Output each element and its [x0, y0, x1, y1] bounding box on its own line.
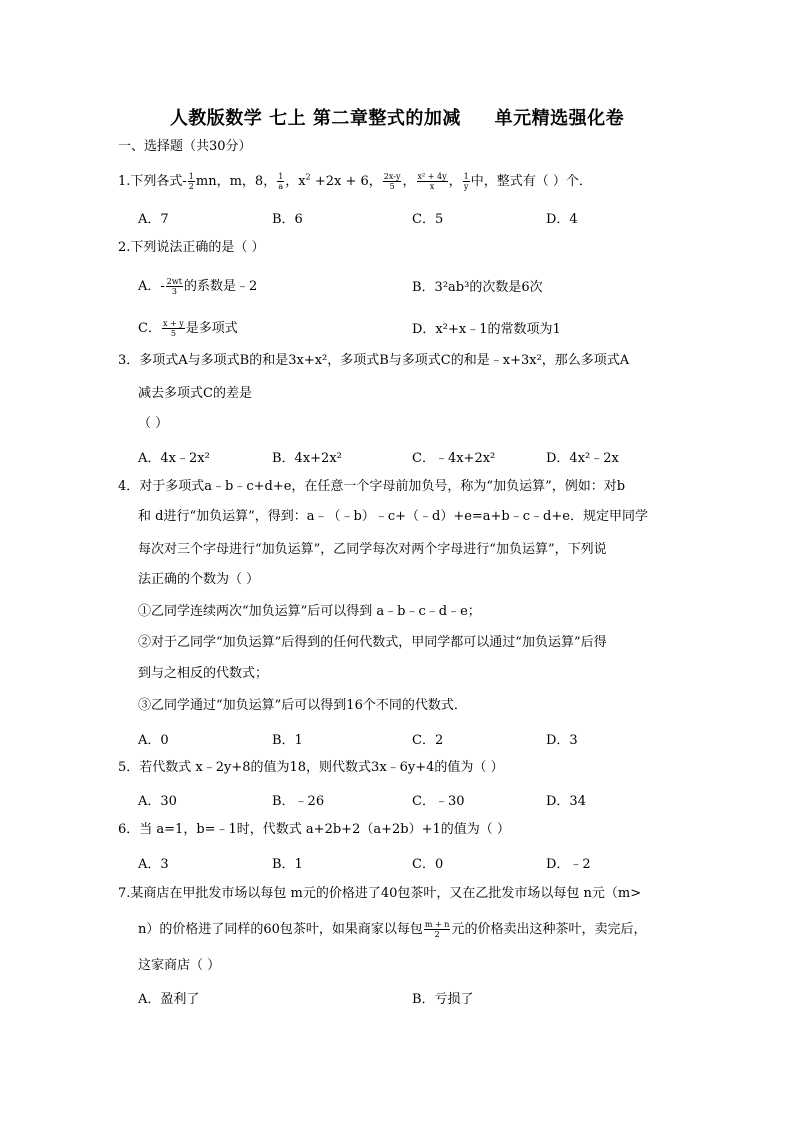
question-7-stem-cont: n）的价格进了同样的60包茶叶，如果商家以每包 $\frac{m + n}{2}$ 元的价格卖出这种茶叶，卖完后， [138, 920, 647, 939]
option-a: A．7 [138, 212, 169, 227]
option-d: D．4 [546, 212, 578, 227]
fraction: $\frac{2x-y}{5}$ [383, 172, 401, 191]
option-c: C．﹣4x+2x² [412, 451, 496, 466]
option-b: B．4x+2x² [272, 451, 342, 466]
option-a: A．30 [138, 794, 177, 809]
question-3-stem-cont: 减去多项式C的差是 [138, 386, 252, 401]
option-a: A．- $\frac{2wt}{3}$ 的系数是﹣2 [138, 277, 258, 296]
statement-2: ②对于乙同学“加负运算”后得到的任何代数式，甲同学都可以通过“加负运算”后得 [138, 635, 607, 650]
option-d: D．﹣2 [546, 857, 591, 872]
statement-1: ①乙同学连续两次“加负运算”后可以得到 a﹣b﹣c﹣d﹣e； [138, 604, 481, 619]
question-4-stem-cont: 每次对三个字母进行“加负运算”，乙同学每次对两个字母进行“加负运算”，下列说 [138, 542, 607, 557]
question-6-stem: 6．当 a=1，b=﹣1时，代数式 a+2b+2（a+2b）+1的值为（ ） [118, 822, 510, 837]
question-5-stem: 5．若代数式 x﹣2y+8的值为18，则代数式3x﹣6y+4的值为（ ） [118, 760, 504, 775]
option-b: B．﹣26 [272, 794, 325, 809]
option-b: B．1 [272, 857, 303, 872]
option-d: D．4x²﹣2x [546, 451, 619, 466]
question-4-stem-cont: 法正确的个数为（ ） [138, 572, 260, 587]
option-d: D．x²+x﹣1的常数项为1 [412, 322, 561, 337]
fraction: $\frac{1}{2}$ [188, 172, 194, 191]
option-c: C． $\frac{x + y}{5}$ 是多项式 [138, 319, 238, 338]
option-d: D．34 [546, 794, 586, 809]
statement-2-cont: 到与之相反的代数式； [138, 666, 269, 681]
option-b: B．6 [272, 212, 303, 227]
option-b: B．3²ab³的次数是6次 [412, 280, 543, 295]
question-2-stem: 2.下列说法正确的是（ ） [118, 240, 265, 255]
fraction: $\frac{m + n}{2}$ [424, 920, 450, 939]
document-title: 人教版数学 七上 第二章整式的加减 单元精选强化卷 [169, 108, 625, 129]
fraction: $\frac{2wt}{3}$ [166, 277, 182, 296]
option-c: C．2 [412, 733, 444, 748]
option-c: C．0 [412, 857, 444, 872]
option-a: A．4x﹣2x² [138, 451, 210, 466]
option-a: A．0 [138, 733, 169, 748]
question-4-stem: 4．对于多项式a﹣b﹣c+d+e，在任意一个字母前加负号，称为“加负运算”，例如：对b [118, 479, 626, 494]
answer-bracket: （ ） [138, 416, 169, 431]
statement-3: ③乙同学通过“加负运算”后可以得到16个不同的代数式． [138, 698, 467, 713]
question-7-stem: 7.某商店在甲批发市场以每包 m元的价格进了40包茶叶，又在乙批发市场以每包 n元（m> [118, 886, 642, 901]
option-c: C．﹣30 [412, 794, 465, 809]
fraction: $\frac{x + y}{5}$ [162, 319, 184, 338]
option-b: B．1 [272, 733, 303, 748]
fraction: $\frac{1}{a}$ [278, 172, 284, 191]
fraction: $\frac{\text{x² + 4y}}{x}$ [417, 172, 447, 191]
option-c: C．5 [412, 212, 444, 227]
question-4-stem-cont: 和 d进行“加负运算”，得到：a﹣（﹣b）﹣c+（﹣d）+e=a+b﹣c﹣d+e．规定甲同学 [138, 509, 648, 524]
question-7-stem-cont: 这家商店（ ） [138, 958, 221, 973]
section-heading: 一、选择题（共30分） [118, 139, 252, 154]
option-a: A．盈利了 [138, 992, 200, 1007]
option-b: B．亏损了 [412, 992, 474, 1007]
option-a: A．3 [138, 857, 169, 872]
question-1-stem: 1.下列各式- $\frac{1}{2}$ mn，m，8， $\frac{1}{a}$ ，$x^2 +2x + 6$， $\frac{2x-y}{5}$ ， $\frac{\text{x² + 4y}}{x}$ ， $\frac{1}{y}$ 中，整式有（ ）个． [118, 172, 592, 191]
question-3-stem: 3．多项式A与多项式B的和是3x+x²，多项式B与多项式C的和是﹣x+3x²，那么多项式A [118, 353, 630, 368]
fraction: $\frac{1}{y}$ [463, 172, 469, 191]
option-d: D．3 [546, 733, 578, 748]
